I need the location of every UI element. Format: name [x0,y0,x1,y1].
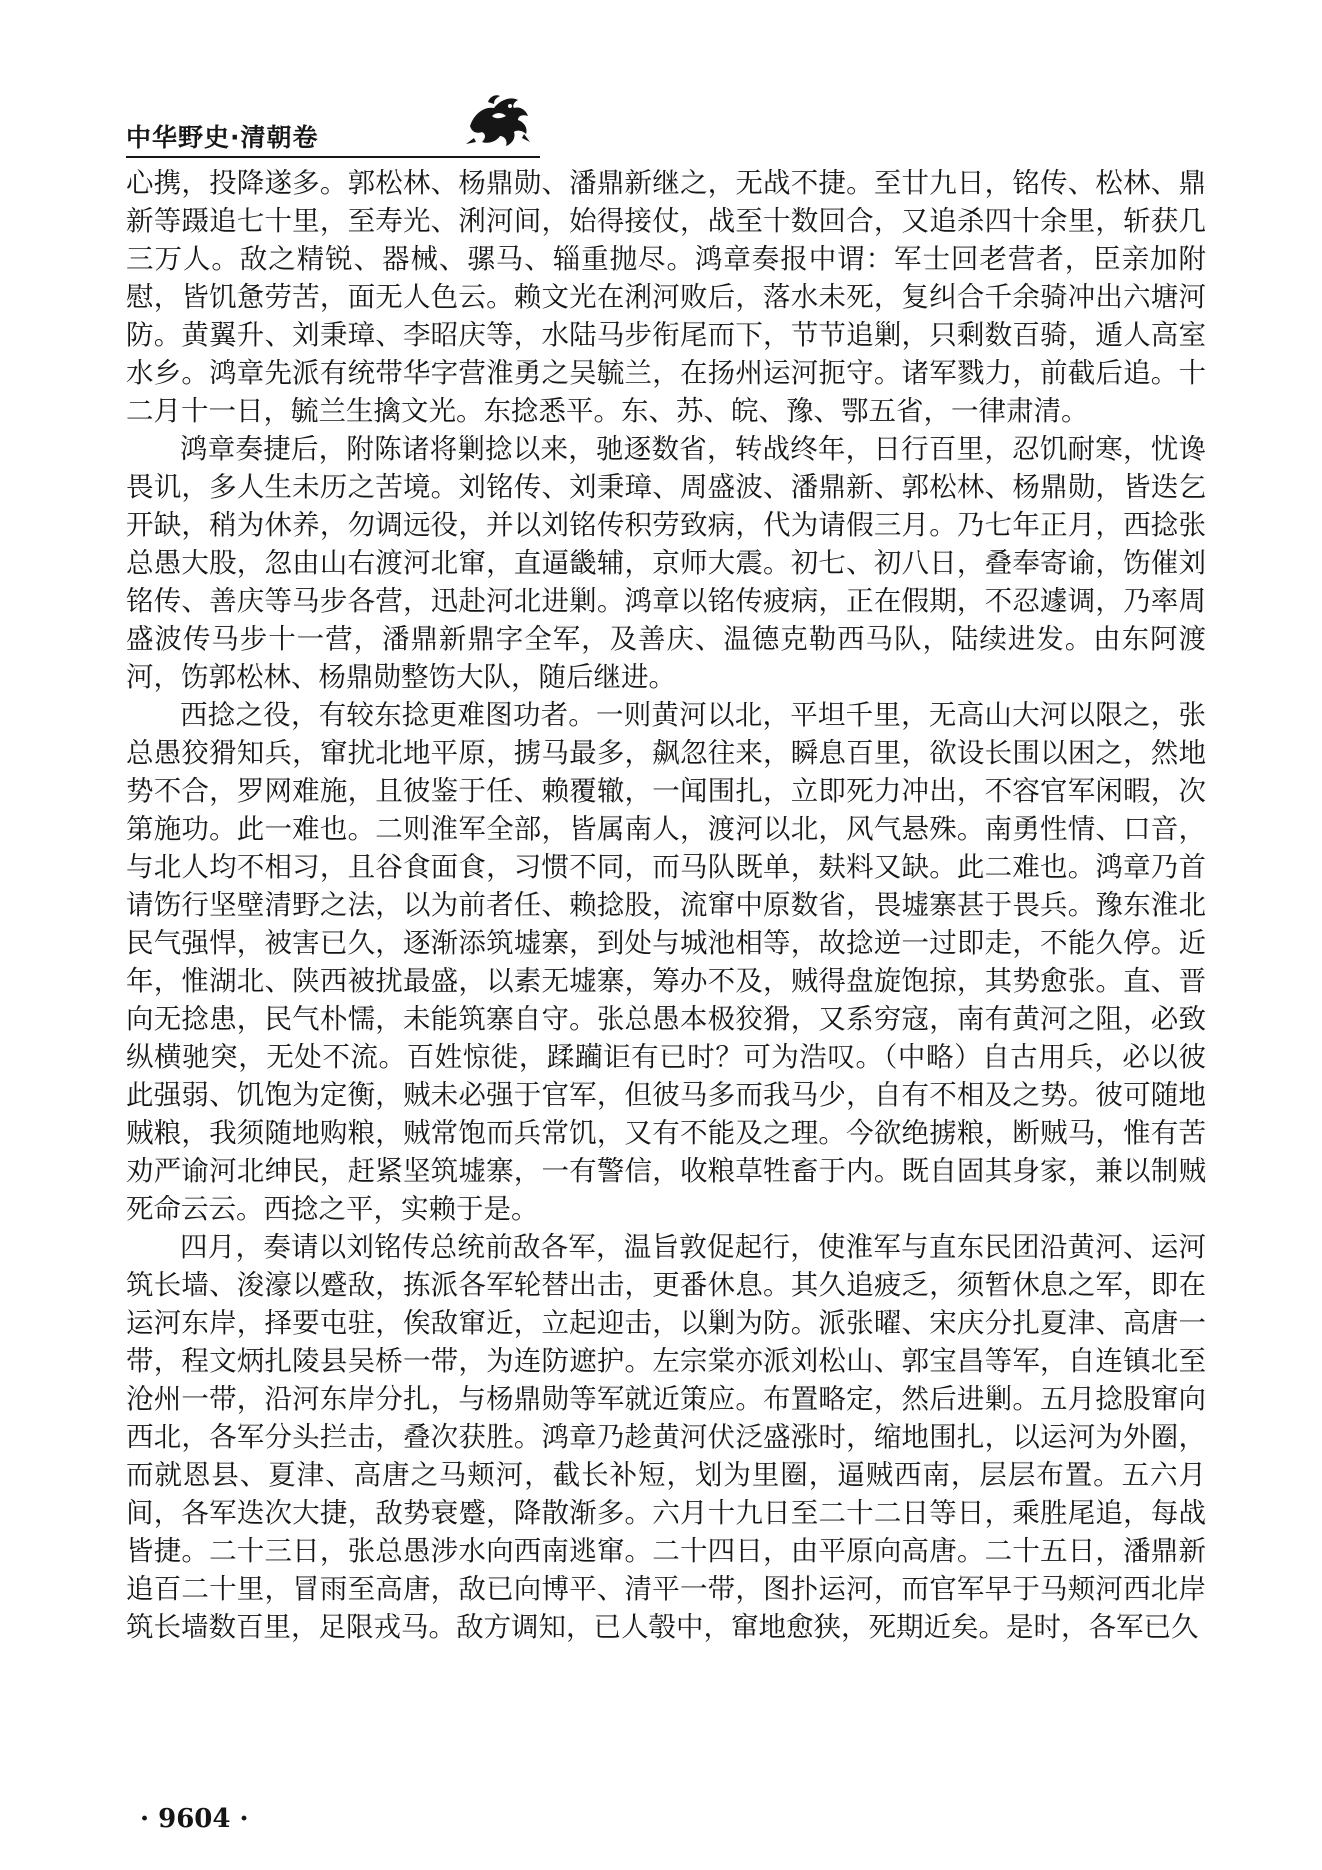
text-line: 西北，各军分头拦击，叠次获胜。鸿章乃趁黄河伏泛盛涨时，缩地围扎，以运河为外圈， [126,1421,1206,1453]
text-line: 此强弱、饥饱为定衡，贼未必强于官军，但彼马多而我马少，自有不相及之势。彼可随地 [126,1079,1206,1111]
text-line: 追百二十里，冒雨至高唐，敌已向博平、清平一带，图扑运河，而官军早于马颊河西北岸 [126,1573,1206,1605]
dragon-emblem-icon [462,92,534,148]
running-head-title: 中华野史·清朝卷 [126,123,319,152]
text-line: 总愚大股，忽由山右渡河北窜，直逼畿辅，京师大震。初七、初八日，叠奉寄谕，饬催刘 [126,547,1206,579]
paragraph [126,696,1206,1228]
paragraph [126,1228,1206,1646]
text-line: 心携，投降遂多。郭松林、杨鼎勋、潘鼎新继之，无战不捷。至廿九日，铭传、松林、鼎 [126,167,1206,199]
text-line: 总愚狡猾知兵，窜扰北地平原，掳马最多，飙忽往来，瞬息百里，欲设长围以困之，然地 [126,737,1206,769]
text-line: 鸿章奏捷后，附陈诸将剿捻以来，驰逐数省，转战终年，日行百里，忍饥耐寒，忧谗 [180,433,1206,465]
text-line: 贼粮，我须随地购粮，贼常饱而兵常饥，又有不能及之理。今欲绝掳粮，断贼马，惟有苦 [126,1117,1206,1149]
text-line: 与北人均不相习，且谷食面食，习惯不同，而马队既单，麸料又缺。此二难也。鸿章乃首 [126,851,1206,883]
text-line: 死命云云。西捻之平，实赖于是。 [126,1193,539,1225]
text-line: 纵横驰突，无处不流。百姓惊徙，蹂躏讵有已时？可为浩叹。（中略）自古用兵，必以彼 [126,1041,1206,1073]
text-line: 西捻之役，有较东捻更难图功者。一则黄河以北，平坦千里，无高山大河以限之，张 [180,699,1206,731]
text-line: 三万人。敌之精锐、器械、骡马、辎重抛尽。鸿章奏报中谓：军士回老营者，臣亲加附 [126,243,1206,275]
page-number: · 9604 · [140,1804,249,1834]
text-line: 而就恩县、夏津、高唐之马颊河，截长补短，划为里圈，逼贼西南，层层布置。五六月 [126,1459,1206,1491]
text-line: 民气强悍，被害已久，逐渐添筑墟寨，到处与城池相等，故捻逆一过即走，不能久停。近 [126,927,1206,959]
text-line: 慰，皆饥惫劳苦，面无人色云。赖文光在浰河败后，落水未死，复纠合千余骑冲出六塘河 [126,281,1206,313]
text-line: 盛波传马步十一营，潘鼎新鼎字全军，及善庆、温德克勒西马队，陆续进发。由东阿渡 [126,623,1206,655]
text-line: 筑长墙、浚濠以蹙敌，拣派各军轮替出击，更番休息。其久追疲乏，须暂休息之军，即在 [126,1269,1206,1301]
paragraph [126,164,1206,430]
text-line: 开缺，稍为休养，勿调远役，并以刘铭传积劳致病，代为请假三月。乃七年正月，西捻张 [126,509,1206,541]
text-line: 沧州一带，沿河东岸分扎，与杨鼎勋等军就近策应。布置略定，然后进剿。五月捻股窜向 [126,1383,1206,1415]
running-header [126,92,536,154]
text-line: 间，各军迭次大捷，敌势衰蹙，降散渐多。六月十九日至二十二日等日，乘胜尾追，每战 [126,1497,1206,1529]
text-line: 筑长墙数百里，足限戎马。敌方调知，已人彀中，窜地愈狭，死期近矣。是时，各军已久 [126,1611,1199,1643]
text-line: 畏讥，多人生未历之苦境。刘铭传、刘秉璋、周盛波、潘鼎新、郭松林、杨鼎勋，皆迭乞 [126,471,1206,503]
text-line: 运河东岸，择要屯驻，俟敌窜近，立起迎击，以剿为防。派张曜、宋庆分扎夏津、高唐一 [126,1307,1206,1339]
text-line: 新等蹑追七十里，至寿光、浰河间，始得接仗，战至十数回合，又追杀四十余里，斩获几 [126,205,1206,237]
text-line: 防。黄翼升、刘秉璋、李昭庆等，水陆马步衔尾而下，节节追剿，只剩数百骑，遁人高室 [126,319,1206,351]
text-line: 带，程文炳扎陵县吴桥一带，为连防遮护。左宗棠亦派刘松山、郭宝昌等军，自连镇北至 [126,1345,1206,1377]
text-line: 皆捷。二十三日，张总愚涉水向西南逃窜。二十四日，由平原向高唐。二十五日，潘鼎新 [126,1535,1206,1567]
text-line: 铭传、善庆等马步各营，迅赴河北进剿。鸿章以铭传疲病，正在假期，不忍遽调，乃率周 [126,585,1206,617]
paragraph [126,430,1206,696]
text-line: 向无捻患，民气朴懦，未能筑寨自守。张总愚本极狡猾，又系穷寇，南有黄河之阻，必致 [126,1003,1206,1035]
text-line: 势不合，罗网难施，且彼鉴于任、赖覆辙，一闻围扎，立即死力冲出，不容官军闲暇，次 [126,775,1206,807]
text-line: 年，惟湖北、陕西被扰最盛，以素无墟寨，筹办不及，贼得盘旋饱掠，其势愈张。直、晋 [126,965,1206,997]
body-text [126,164,1206,1646]
text-line: 河，饬郭松林、杨鼎勋整饬大队，随后继进。 [126,661,676,693]
header-rule [126,156,540,158]
text-line: 第施功。此一难也。二则淮军全部，皆属南人，渡河以北，风气悬殊。南勇性情、口音， [126,813,1206,845]
text-line: 请饬行坚壁清野之法，以为前者任、赖捻股，流窜中原数省，畏墟寨甚于畏兵。豫东淮北 [126,889,1206,921]
text-line: 劝严谕河北绅民，赶紧坚筑墟寨，一有警信，收粮草牲畜于内。既自固其身家，兼以制贼 [126,1155,1206,1187]
text-line: 二月十一日，毓兰生擒文光。东捻悉平。东、苏、皖、豫、鄂五省，一律肃清。 [126,395,1089,427]
text-line: 四月，奏请以刘铭传总统前敌各军，温旨敦促起行，使淮军与直东民团沿黄河、运河 [180,1231,1206,1263]
text-line: 水乡。鸿章先派有统带华字营淮勇之吴毓兰，在扬州运河扼守。诸军戮力，前截后追。十 [126,357,1206,389]
